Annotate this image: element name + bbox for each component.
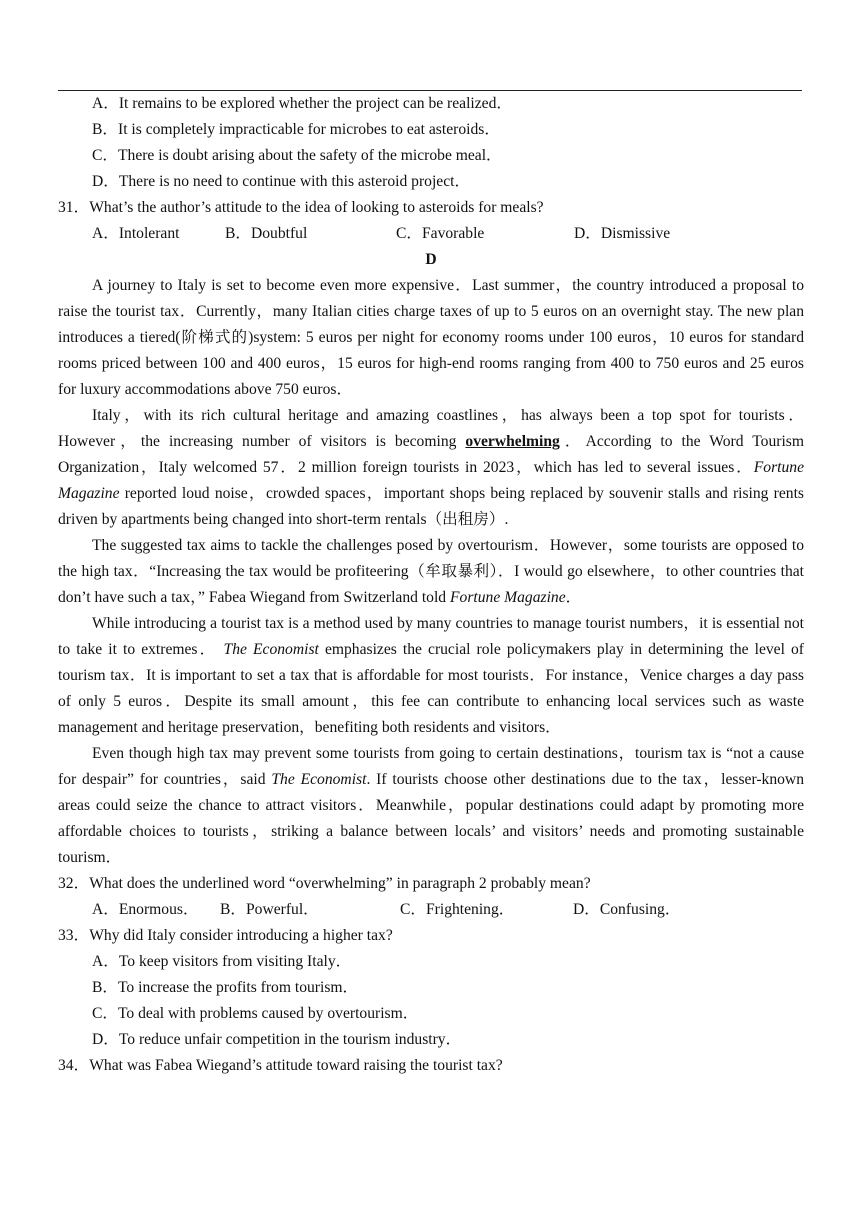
q31-option-b[interactable]: B．Doubtful [225, 225, 308, 242]
paragraph-5-text-a: Even though high tax may prevent some tourists from going to certain destinations，tourism tax is “not a cause for despair” for countries，said [58, 745, 804, 788]
q32-option-d[interactable]: D．Confusing． [573, 901, 681, 918]
paragraph-3-magazine: Fortune Magazine [450, 589, 566, 606]
paragraph-5-text-b: . If tourists choose other destinations due to the tax，lesser-known areas could seize the chance to attract visitors．Meanwhile，popular destinations could adapt by promoting more affordable choices to tourists，striking a balance between locals’ and visitors’ needs and promoting sustainable tourism． [58, 771, 804, 866]
q32-option-b[interactable]: B．Powerful． [220, 901, 319, 918]
q30-option-d[interactable]: D．There is no need to continue with this asteroid project． [92, 173, 471, 190]
exam-page [58, 91, 804, 1079]
paragraph-2 [58, 403, 804, 533]
q33-option-c[interactable]: C．To deal with problems caused by overtourism． [92, 1005, 419, 1022]
q33-stem: 33．Why did Italy consider introducing a higher tax? [58, 927, 393, 944]
paragraph-5 [58, 741, 804, 871]
q32-options [58, 897, 804, 923]
paragraph-2-magazine: Fortune Magazine [58, 459, 804, 502]
paragraph-2-text-c: reported loud noise，crowded spaces，important shops being replaced by souvenir stalls and rising rents driven by apartments being changed into short-term rentals（出租房）. [58, 485, 804, 528]
passage-title: D [425, 251, 437, 268]
q33-option-b[interactable]: B．To increase the profits from tourism． [92, 979, 359, 996]
q32-stem: 32．What does the underlined word “overwhelming” in paragraph 2 probably mean? [58, 875, 591, 892]
paragraph-4-text-b: emphasizes the crucial role policymakers play in determining the level of tourism tax．It is important to set a tax that is affordable for most tourists．For instance，Venice charges a day pass of only 5 euros．Despite its small amount，this fee can contribute to enhancing local services such as waste management and heritage preservation，benefiting both residents and visitors． [58, 641, 804, 736]
paragraph-4 [58, 611, 804, 741]
paragraph-2-text-a: Italy，with its rich cultural heritage and amazing coastlines，has always been a top spot for tourists．However，the increasing number of visitors is becoming [58, 407, 804, 450]
paragraph-1 [58, 273, 804, 403]
q32-option-a[interactable]: A．Enormous． [92, 901, 199, 918]
paragraph-2-text-b: ．According to the Word Tourism Organization，Italy welcomed 57．2 million foreign tourists in 2023，which has led to several issues． [58, 433, 804, 476]
q33-option-d[interactable]: D．To reduce unfair competition in the tourism industry． [92, 1031, 462, 1048]
underlined-word: overwhelming [465, 433, 560, 450]
q31-option-c[interactable]: C．Favorable [396, 225, 485, 242]
q31-option-a[interactable]: A．Intolerant [92, 225, 180, 242]
q34-stem: 34．What was Fabea Wiegand’s attitude toward raising the tourist tax? [58, 1057, 503, 1074]
q31-options [58, 221, 804, 247]
paragraph-1-text: A journey to Italy is set to become even more expensive．Last summer，the country introduced a proposal to raise the tourist tax．Currently，many Italian cities charge taxes of up to 5 euros on an overnight stay. The new plan introduces a tiered(阶梯式的)system: 5 euros per night for economy rooms under 100 euros，10 euros for standard rooms priced between 100 and 400 euros，15 euros for high-end rooms ranging from 400 to 750 euros and 25 euros for luxury accommodations above 750 euros． [58, 277, 804, 398]
q30-option-b[interactable]: B．It is completely impracticable for microbes to eat asteroids． [92, 121, 500, 138]
paragraph-3 [58, 533, 804, 611]
paragraph-3-text-b: ． [565, 589, 582, 606]
paragraph-5-economist: The Economist [271, 771, 367, 788]
q30-option-a[interactable]: A．It remains to be explored whether the project can be realized． [92, 95, 512, 112]
q31-option-d[interactable]: D．Dismissive [574, 225, 671, 242]
q30-option-c[interactable]: C．There is doubt arising about the safety of the microbe meal． [92, 147, 502, 164]
q32-option-c[interactable]: C．Frightening． [400, 901, 515, 918]
q33-option-a[interactable]: A．To keep visitors from visiting Italy． [92, 953, 352, 970]
paragraph-4-text-a: While introducing a tourist tax is a method used by many countries to manage tourist numbers，it is essential not to take it to extremes． [58, 615, 804, 658]
paragraph-4-economist: The Economist [223, 641, 319, 658]
paragraph-3-text-a: The suggested tax aims to tackle the challenges posed by overtourism．However，some tourists are opposed to the high tax．“Increasing the tax would be profiteering（牟取暴利）．I would go elsewhere，to other countries that don’t have such a tax，” Fabea Wiegand from Switzerland told [58, 537, 804, 606]
q31-stem: 31．What’s the author’s attitude to the idea of looking to asteroids for meals? [58, 199, 544, 216]
